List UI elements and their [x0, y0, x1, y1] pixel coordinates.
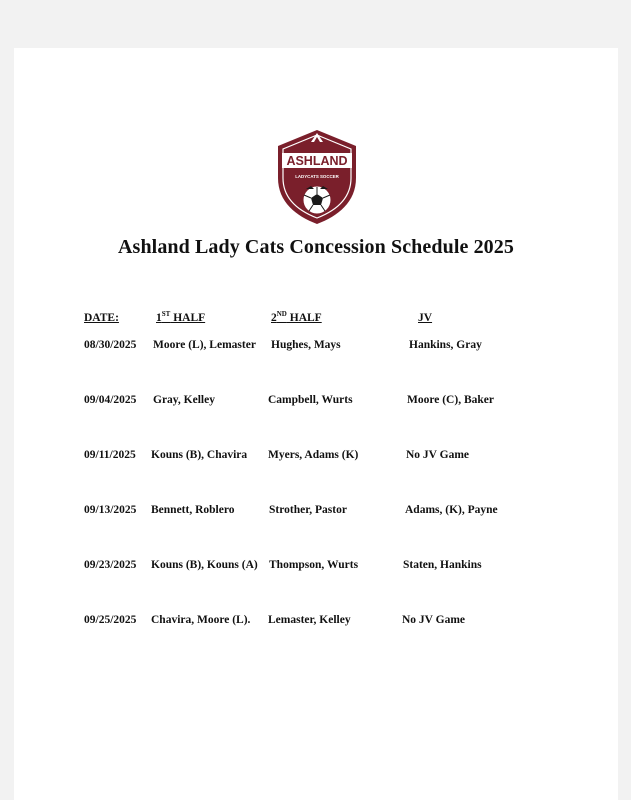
header-first-half-sup: ST: [161, 310, 171, 319]
row-second-half: Campbell, Wurts: [268, 394, 353, 406]
row-first-half: Bennett, Roblero: [151, 504, 235, 516]
header-jv: JV: [418, 312, 433, 324]
row-jv: Hankins, Gray: [409, 339, 482, 351]
header-first-half-num: 1: [156, 312, 162, 324]
row-date: 09/13/2025: [84, 504, 137, 516]
row-jv: Staten, Hankins: [403, 559, 482, 571]
row-jv: Adams, (K), Payne: [405, 504, 498, 516]
row-second-half: Myers, Adams (K): [268, 449, 359, 461]
row-jv: No JV Game: [402, 614, 466, 626]
table-row: [14, 614, 618, 630]
row-jv: No JV Game: [406, 449, 470, 461]
header-second-half-text: HALF: [286, 312, 322, 324]
ashland-ladycats-logo: [274, 128, 360, 226]
table-row: [14, 559, 618, 575]
row-second-half: Strother, Pastor: [269, 504, 347, 516]
row-first-half: Chavira, Moore (L).: [151, 614, 251, 626]
row-date: 08/30/2025: [84, 339, 137, 351]
row-date: 09/11/2025: [84, 449, 136, 461]
header-first-half: [156, 312, 205, 324]
table-row: [14, 504, 618, 520]
schedule-page: [14, 48, 618, 800]
header-second-half-num: 2: [271, 312, 277, 324]
row-second-half: Thompson, Wurts: [269, 559, 359, 571]
logo-sub-text: LADYCATS SOCCER: [295, 174, 339, 179]
table-row: [14, 449, 618, 465]
row-first-half: Kouns (B), Kouns (A): [151, 559, 258, 571]
row-date: 09/25/2025: [84, 614, 137, 626]
page-title: Ashland Lady Cats Concession Schedule 2025: [118, 236, 514, 258]
table-row: [14, 394, 618, 410]
row-second-half: Hughes, Mays: [271, 339, 341, 351]
logo-main-text: ASHLAND: [286, 154, 348, 168]
row-jv: Moore (C), Baker: [407, 394, 494, 406]
row-first-half: Kouns (B), Chavira: [151, 449, 248, 461]
header-second-half-sup: ND: [276, 310, 287, 319]
row-date: 09/04/2025: [84, 394, 137, 406]
table-row: [14, 339, 618, 355]
shield-logo-icon: [274, 128, 360, 226]
header-second-half: [271, 312, 322, 324]
row-first-half: Gray, Kelley: [153, 394, 215, 406]
row-date: 09/23/2025: [84, 559, 137, 571]
row-second-half: Lemaster, Kelley: [268, 614, 351, 626]
header-first-half-text: HALF: [170, 312, 206, 324]
row-first-half: Moore (L), Lemaster: [153, 339, 256, 351]
header-date: DATE:: [84, 312, 119, 324]
